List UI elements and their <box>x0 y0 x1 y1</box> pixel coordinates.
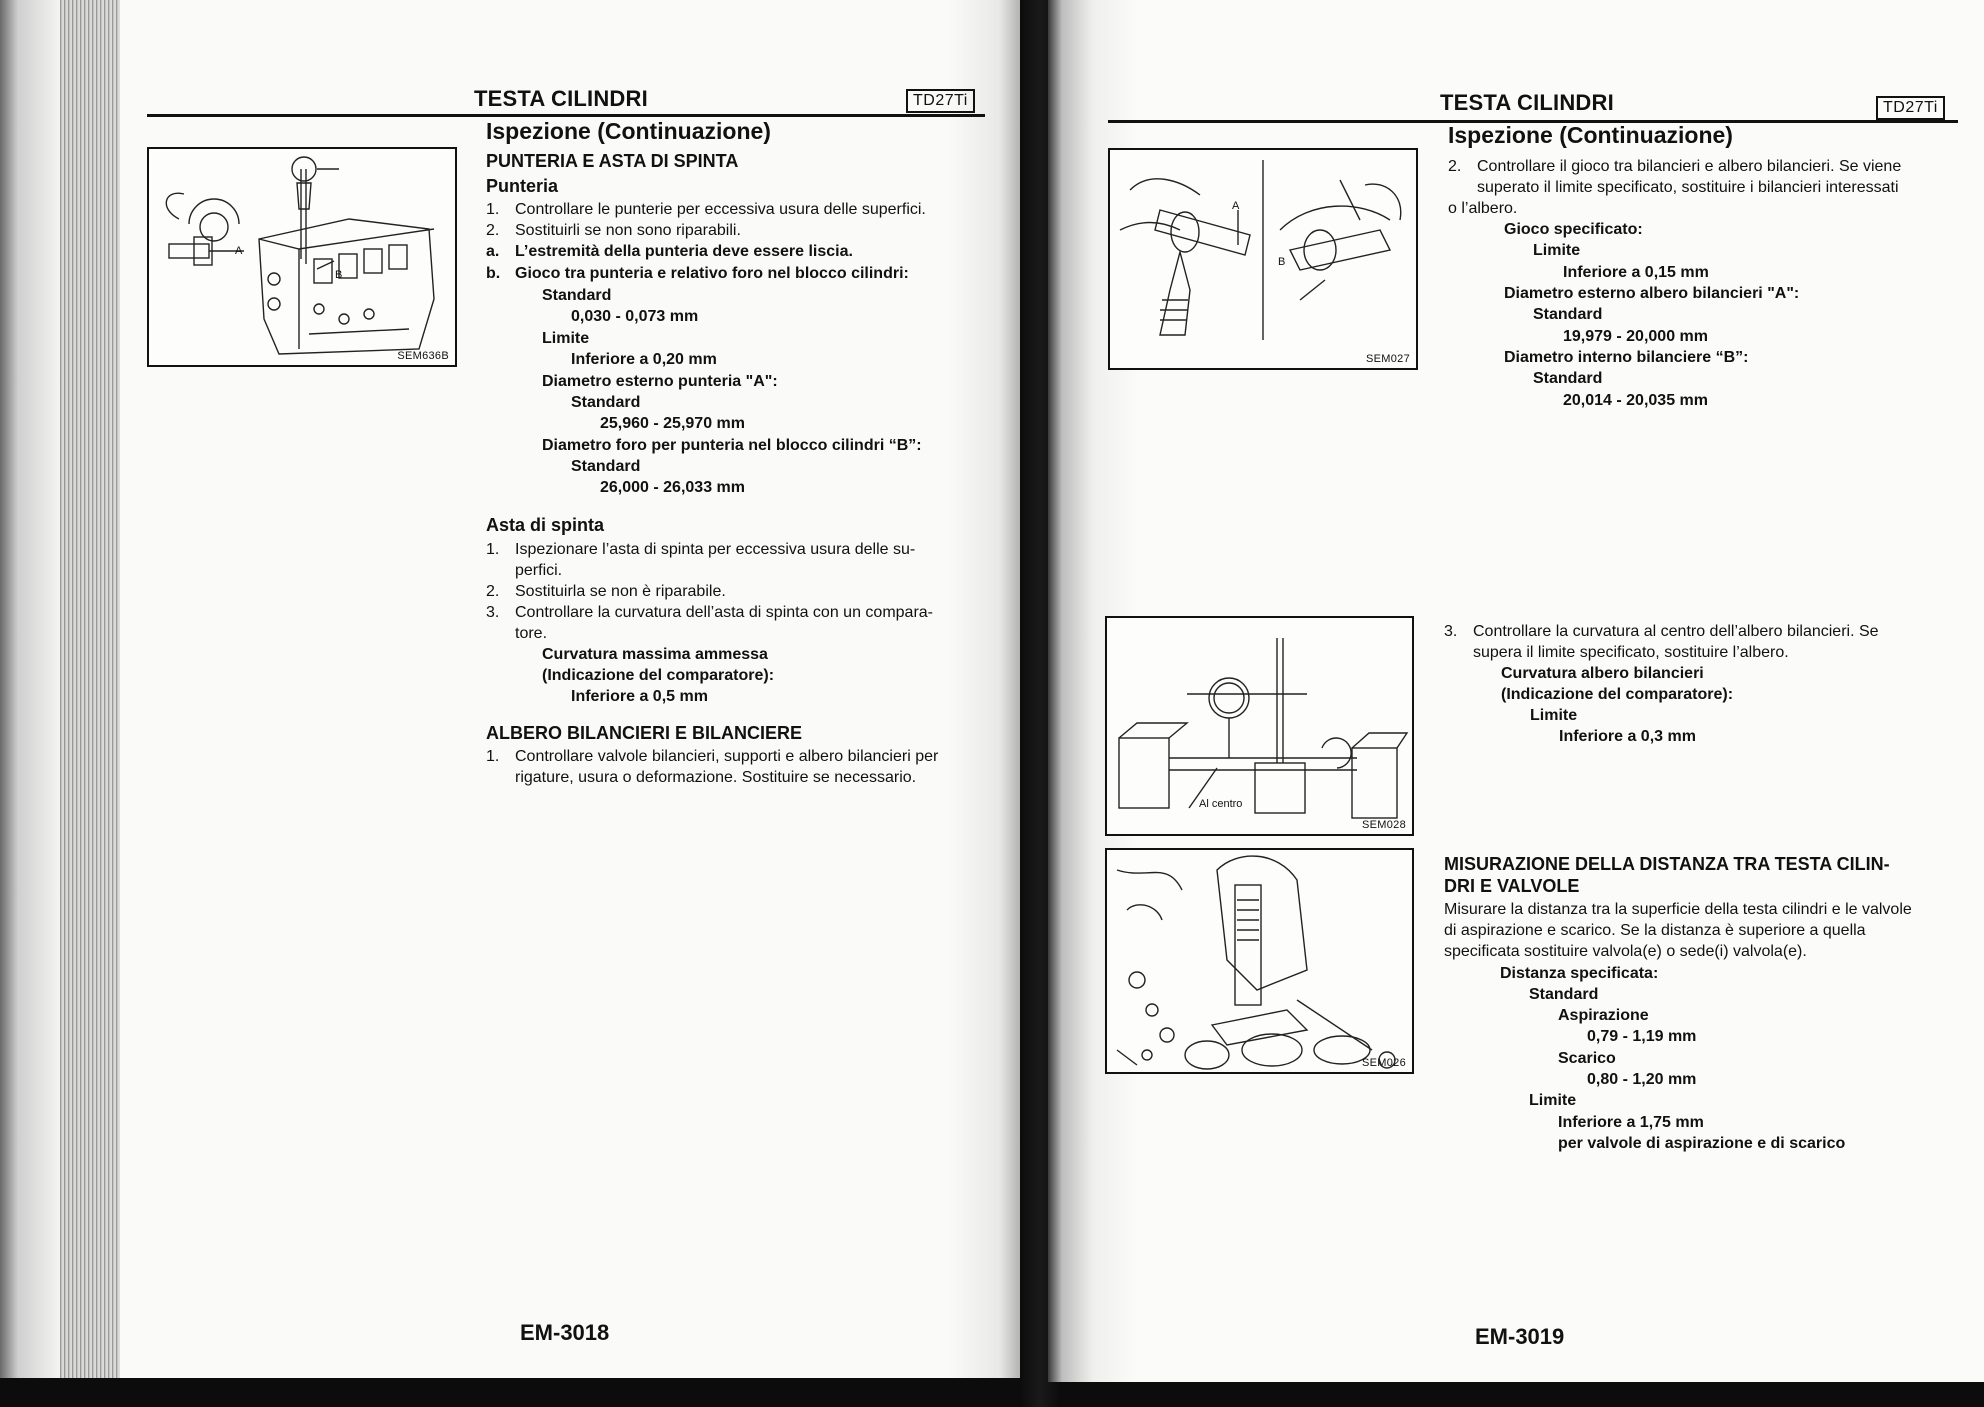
left-header-rule <box>147 114 985 117</box>
right-section-title: Ispezione (Continuazione) <box>1448 122 1733 148</box>
spec-label: Diametro esterno punteria "A": <box>542 373 778 390</box>
spec-label: Curvatura albero bilancieri <box>1501 665 1704 682</box>
spec-label: Limite <box>1530 707 1578 724</box>
spec-label: Standard <box>1533 370 1603 387</box>
spec-label: Gioco specificato: <box>1504 221 1643 238</box>
list-item: 3. Controllare la curvatura dell’asta di spinta con un compara- tore. <box>486 604 933 642</box>
left-page: TESTA CILINDRI TD27Ti Ispezione (Continuazione) PUNTERIA E ASTA DI SPINTA Punteria 1. Controllare le punterie per eccessiva usura delle superfici. 2. Sostituirli se non sono riparabili. a. L’estremità della punteria deve essere liscia. b. Gioco tra punteria e relativo foro nel blocco cilindri: Standard 0,030 - 0,073 mm Limite Inferiore a 0,20 mm Diametro esterno punteria "A": Standard 25,960 - 25,970 mm Diametro foro per punteria nel blocco cilindri “B”: Standard 26,000 - 26,033 mm Asta di spinta 1. Ispezionare l’asta di spinta per eccessiva usura delle su- perfici. 2. Sostituirla se non è riparabile. 3. Controllare la curvatura dell’asta di spinta con un compara- tore. Curvatura massima ammessa (Indicazione del comparatore): Inferiore a 0,5 mm ALBERO BILANCIERI E BILANCIERE 1. Controllare valvole bilancieri, supporti e albero bilancieri per rigature, usura o deformazione. Sostituire se necessario. A B SEM636B EM-3018 <box>0 0 1030 1378</box>
left-header-title: TESTA CILINDRI <box>474 86 648 111</box>
spec-label: Scarico <box>1558 1050 1616 1067</box>
heading-punteria-asta: PUNTERIA E ASTA DI SPINTA <box>486 151 739 171</box>
paragraph-line: di aspirazione e scarico. Se la distanza è superiore a quella <box>1444 922 1866 939</box>
spec-label: Standard <box>571 394 641 411</box>
spec-value: 20,014 - 20,035 mm <box>1563 392 1708 409</box>
depth-gauge-illustration <box>1107 850 1412 1072</box>
figure-shaft-runout <box>1105 616 1414 836</box>
left-section-title: Ispezione (Continuazione) <box>486 118 771 144</box>
spec-value: 0,79 - 1,19 mm <box>1587 1028 1697 1045</box>
subheading-asta-di-spinta: Asta di spinta <box>486 515 605 535</box>
figure-valve-distance <box>1105 848 1414 1074</box>
spec-label: Diametro interno bilanciere “B”: <box>1504 349 1749 366</box>
figure-label-al-centro: Al centro <box>1199 798 1243 810</box>
figure-code: SEM636B <box>397 350 449 362</box>
right-header-title: TESTA CILINDRI <box>1440 90 1614 115</box>
dial-gauge-illustration <box>1107 618 1412 834</box>
spec-value: 25,960 - 25,970 mm <box>600 415 745 432</box>
spec-value: 19,979 - 20,000 mm <box>1563 328 1708 345</box>
rocker-shaft-illustration <box>1110 150 1416 368</box>
paragraph-line: specificata sostituire valvola(e) o sede(i) valvola(e). <box>1444 943 1807 960</box>
subheading-punteria: Punteria <box>486 176 559 196</box>
spec-value: Inferiore a 0,20 mm <box>571 351 717 368</box>
spec-value: Inferiore a 1,75 mm <box>1558 1114 1704 1131</box>
spec-label: (Indicazione del comparatore): <box>1501 686 1734 703</box>
list-item: 1. Ispezionare l’asta di spinta per eccessiva usura delle su- perfici. <box>486 541 916 579</box>
spec-label: Limite <box>1529 1092 1577 1109</box>
spec-label: Limite <box>542 330 590 347</box>
figure-label-a: A <box>235 245 243 257</box>
spec-value: per valvole di aspirazione e di scarico <box>1558 1135 1846 1152</box>
spec-label: Limite <box>1533 242 1581 259</box>
figure-code: SEM027 <box>1366 353 1410 365</box>
figure-tappet-measurement <box>147 147 457 367</box>
spec-label: Standard <box>1529 986 1599 1003</box>
paragraph-line: Misurare la distanza tra la superficie della testa cilindri e le valvole <box>1444 901 1912 918</box>
spec-value: Inferiore a 0,15 mm <box>1563 264 1709 281</box>
spec-value: 26,000 - 26,033 mm <box>600 479 745 496</box>
spec-label: Diametro foro per punteria nel blocco cilindri “B”: <box>542 437 922 454</box>
right-model-badge: TD27Ti <box>1876 96 1945 120</box>
spec-label: Standard <box>1533 306 1603 323</box>
page-edge-stripes <box>60 0 120 1378</box>
figure-rocker-clearance <box>1108 148 1418 370</box>
spec-value: 0,030 - 0,073 mm <box>571 308 699 325</box>
spec-value: Inferiore a 0,3 mm <box>1559 728 1696 745</box>
heading-misurazione-line2: DRI E VALVOLE <box>1444 876 1580 896</box>
spec-label: Curvatura massima ammessa <box>542 646 768 663</box>
left-page-number: EM-3018 <box>520 1320 610 1345</box>
heading-misurazione-line1: MISURAZIONE DELLA DISTANZA TRA TESTA CILIN- <box>1444 854 1890 874</box>
cylinder-block-illustration <box>149 149 455 365</box>
figure-code: SEM026 <box>1362 1057 1406 1069</box>
list-item: 1. Controllare valvole bilancieri, supporti e albero bilancieri per rigature, usura o deformazione. Sostituire se necessario. <box>486 748 939 786</box>
figure-label-a: A <box>1232 200 1240 212</box>
figure-code: SEM028 <box>1362 819 1406 831</box>
spec-label: Diametro esterno albero bilancieri "A": <box>1504 285 1800 302</box>
heading-albero-bilancieri: ALBERO BILANCIERI E BILANCIERE <box>486 723 803 743</box>
figure-label-b: B <box>1278 256 1286 268</box>
left-model-badge: TD27Ti <box>906 89 975 113</box>
right-page-number: EM-3019 <box>1475 1324 1565 1349</box>
list-item: 2. Controllare il gioco tra bilancieri e albero bilancieri. Se viene superato il limite specificato, sostituire i bilancieri interessati o l’albero. <box>1448 158 1902 217</box>
right-page <box>1048 0 1984 1382</box>
spec-value: 0,80 - 1,20 mm <box>1587 1071 1697 1088</box>
figure-label-b: B <box>335 269 343 281</box>
spec-label: Aspirazione <box>1558 1007 1649 1024</box>
list-item: 3. Controllare la curvatura al centro dell’albero bilancieri. Se supera il limite specificato, sostituire l’albero. <box>1444 623 1879 661</box>
spec-label: Standard <box>571 458 641 475</box>
spec-label: (Indicazione del comparatore): <box>542 667 775 684</box>
spec-label: Standard <box>542 287 612 304</box>
spec-value: Inferiore a 0,5 mm <box>571 688 708 705</box>
spec-label: Distanza specificata: <box>1500 965 1659 982</box>
